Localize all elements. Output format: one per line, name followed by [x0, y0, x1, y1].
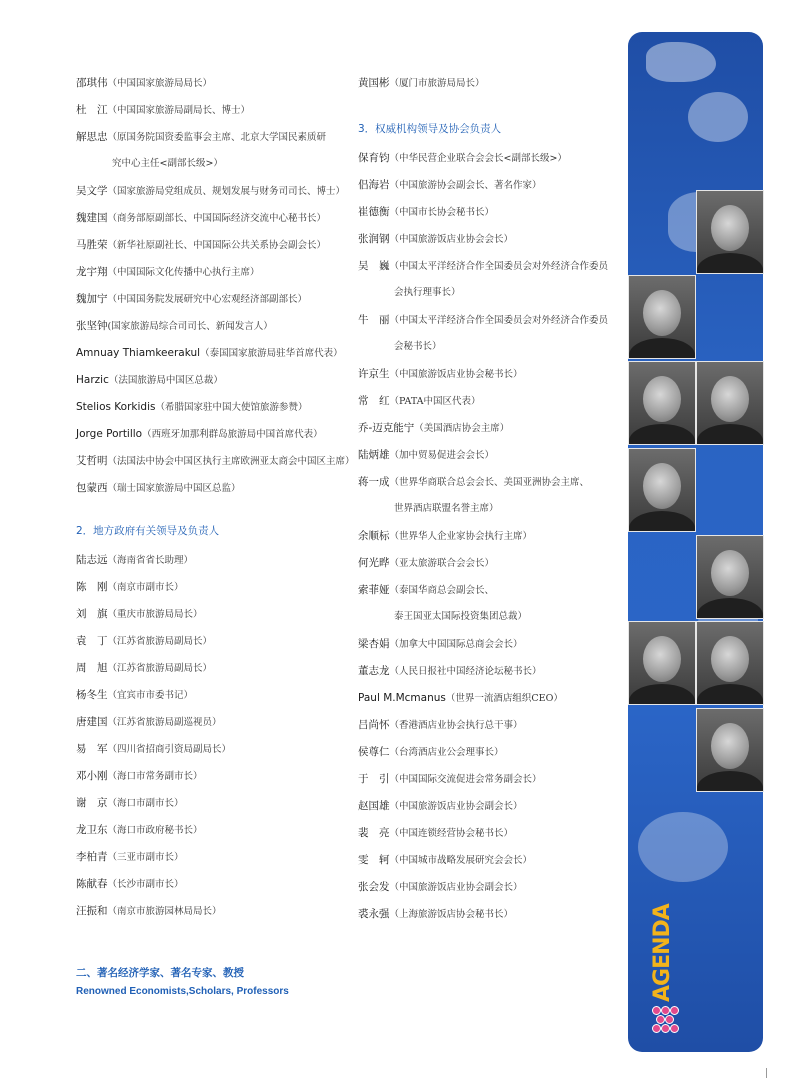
person-name: 索菲娅 — [358, 584, 390, 596]
person-title: （中国国务院发展研究中心宏观经济部副部长） — [107, 294, 308, 305]
person-title: （宜宾市市委书记） — [107, 690, 194, 701]
name-entry — [358, 367, 523, 382]
name-entry — [76, 400, 307, 415]
name-entry — [76, 661, 212, 676]
person-title: （国家旅游局党组成员、规划发展与财务司司长、博士） — [107, 186, 346, 197]
person-title-continued: 世界酒店联盟名誉主席） — [394, 503, 499, 514]
person-name: 刘 旗 — [76, 608, 108, 620]
person-name: 龙宇翔 — [76, 266, 108, 278]
person-title: （重庆市旅游局局长） — [107, 609, 203, 620]
name-entry — [76, 346, 343, 361]
person-name: 黄国彬 — [358, 77, 390, 89]
name-entry — [76, 184, 345, 199]
person-name: 许京生 — [358, 368, 390, 380]
name-entry — [358, 151, 567, 166]
person-title: （南京市旅游园林局局长） — [107, 906, 222, 917]
person-name: 魏建国 — [76, 212, 108, 224]
person-title: （法国旅游局中国区总裁） — [108, 375, 223, 386]
person-title: （中国太平洋经济合作全国委员会对外经济合作委员 — [389, 315, 609, 326]
person-name: 裴 亮 — [358, 827, 390, 839]
person-title-continued: 泰王国亚太国际投资集团总裁） — [394, 611, 528, 622]
name-entry — [358, 907, 513, 922]
name-entry — [76, 580, 184, 595]
person-name: 艾哲明 — [76, 455, 108, 467]
person-title: （上海旅游饭店协会秘书长） — [389, 909, 514, 920]
person-name: 吕尚怀 — [358, 719, 390, 731]
person-name: 陈献春 — [76, 878, 108, 890]
name-entry — [358, 691, 563, 706]
person-name: 魏加宁 — [76, 293, 108, 305]
portrait-photo — [628, 275, 696, 359]
person-title: （商务部原副部长、中国国际经济交流中心秘书长） — [107, 213, 327, 224]
person-title: （中国旅游饭店业协会会长） — [389, 234, 514, 245]
agenda-word: AGENDA — [650, 904, 675, 1002]
person-name: 董志龙 — [358, 665, 390, 677]
person-name: 邵琪伟 — [76, 77, 108, 89]
person-title-continued: 会秘书长） — [394, 341, 442, 352]
person-title: （美国酒店协会主席） — [414, 423, 510, 434]
person-title: （中国太平洋经济合作全国委员会对外经济合作委员 — [389, 261, 609, 272]
map-landmass — [638, 812, 728, 882]
section-heading: 2．地方政府有关领导及负责人 — [76, 525, 220, 537]
name-entry — [76, 688, 193, 703]
person-title: （瑞士国家旅游局中国区总监） — [107, 483, 241, 494]
portrait-photo — [696, 190, 764, 274]
name-entry — [76, 427, 323, 442]
person-name: 陈 刚 — [76, 581, 108, 593]
name-entry — [76, 373, 223, 388]
name-entry — [358, 583, 527, 624]
portrait-photo — [696, 621, 764, 705]
person-name: 易 军 — [76, 743, 108, 755]
person-name: 保育钧 — [358, 152, 390, 164]
name-entry — [358, 745, 504, 760]
person-name: 邓小刚 — [76, 770, 108, 782]
name-entry — [76, 292, 307, 307]
person-name: 张坚钟 — [76, 320, 108, 332]
person-title: （厦门市旅游局局长） — [389, 78, 485, 89]
person-name: 汪振和 — [76, 905, 108, 917]
agenda-dot — [661, 1024, 670, 1033]
person-title: （中国旅游饭店业协会副会长） — [389, 882, 523, 893]
person-name: 蒋一成 — [358, 476, 390, 488]
person-title: （原国务院国资委监事会主席、北京大学国民素质研 — [107, 132, 327, 143]
person-title: （泰国华商总会副会长、 — [389, 585, 495, 596]
person-title: （三亚市副市长） — [107, 852, 184, 863]
person-name: 陆志远 — [76, 554, 108, 566]
person-name: Amnuay Thiamkeerakul — [76, 347, 201, 359]
person-title: （香港酒店业协会执行总干事） — [389, 720, 523, 731]
person-title: （海口市政府秘书长） — [107, 825, 203, 836]
name-entry — [76, 265, 260, 280]
name-entry — [76, 76, 212, 91]
name-entry — [358, 853, 532, 868]
person-name: 乔-迈克能宁 — [358, 422, 415, 434]
agenda-dot — [665, 1015, 674, 1024]
person-name: 陆炳雄 — [358, 449, 390, 461]
name-entry — [76, 715, 222, 730]
person-name: 张会发 — [358, 881, 390, 893]
portrait-photo — [696, 361, 764, 445]
name-entry — [358, 826, 513, 841]
person-name: 张润钢 — [358, 233, 390, 245]
person-name: 龙卫东 — [76, 824, 108, 836]
person-name: 崔德衡 — [358, 206, 390, 218]
person-title: （法国法中协会中国区执行主席欧洲亚太商会中国区主席） — [107, 456, 355, 467]
person-name: 侣海岩 — [358, 179, 390, 191]
person-name: 余顺标 — [358, 530, 390, 542]
name-entry — [358, 529, 532, 544]
person-title: （西班牙加那利群岛旅游局中国首席代表） — [142, 429, 323, 440]
person-title: （中国市长协会秘书长） — [389, 207, 495, 218]
portrait-photo — [628, 361, 696, 445]
person-name: 裘永强 — [358, 908, 390, 920]
person-name: 杨冬生 — [76, 689, 108, 701]
name-entry — [76, 607, 203, 622]
person-title: （新华社原副社长、中国国际公共关系协会副会长） — [107, 240, 327, 251]
person-title: （希腊国家驻中国大使馆旅游参赞） — [155, 402, 308, 413]
person-name: 杜 江 — [76, 104, 108, 116]
person-name: Harzic — [76, 374, 109, 386]
name-entry — [76, 211, 326, 226]
person-name: 雯 轲 — [358, 854, 390, 866]
name-entry — [358, 448, 494, 463]
portrait-photo — [628, 448, 696, 532]
map-landmass — [646, 42, 716, 82]
person-name: 唐建国 — [76, 716, 108, 728]
name-entry — [76, 130, 326, 171]
person-title: （世界华商联合总会会长、美国亚洲协会主席、 — [389, 477, 590, 488]
name-entry — [358, 205, 494, 220]
person-name: 包蒙西 — [76, 482, 108, 494]
map-landmass — [688, 92, 748, 142]
person-name: 常 红 — [358, 395, 390, 407]
portrait-photo — [696, 535, 764, 619]
person-name: 袁 丁 — [76, 635, 108, 647]
name-entry — [358, 394, 481, 409]
person-name: 梁杏娟 — [358, 638, 390, 650]
name-entry — [76, 904, 222, 919]
person-title: （中国国家旅游局副局长、博士） — [107, 105, 251, 116]
section-heading-economists-en: Renowned Economists,Scholars, Professors — [76, 986, 289, 997]
person-name: 侯尊仁 — [358, 746, 390, 758]
name-entry — [358, 76, 485, 91]
name-entry — [358, 421, 509, 436]
person-title: （PATA中国区代表） — [389, 396, 481, 407]
agenda-dot — [661, 1006, 670, 1015]
section-heading: 3．权威机构领导及协会负责人 — [358, 123, 502, 135]
person-title: （南京市副市长） — [107, 582, 184, 593]
agenda-dot — [652, 1024, 661, 1033]
name-entry — [76, 823, 203, 838]
name-entry — [76, 769, 203, 784]
person-name: 解思忠 — [76, 131, 108, 143]
person-name: Stelios Korkidis — [76, 401, 156, 413]
name-entry — [358, 259, 608, 300]
portrait-photo — [696, 708, 764, 792]
name-entry — [358, 556, 494, 571]
portrait-photo — [628, 621, 696, 705]
person-title: （世界华人企业家协会执行主席） — [389, 531, 533, 542]
person-title: （中国城市战略发展研究会会长） — [389, 855, 533, 866]
person-title: （四川省招商引资局副局长） — [107, 744, 232, 755]
name-entry — [76, 319, 273, 334]
person-title-continued: 究中心主任<副部长级>） — [112, 158, 223, 169]
name-entry — [76, 742, 231, 757]
person-name: 赵国雄 — [358, 800, 390, 812]
person-name: Jorge Portillo — [76, 428, 143, 440]
person-title: （海口市常务副市长） — [107, 771, 203, 782]
person-name: 马胜荣 — [76, 239, 108, 251]
name-entry — [358, 232, 513, 247]
person-title: （中国国家旅游局局长） — [107, 78, 213, 89]
name-entry — [358, 178, 542, 193]
person-title: （中国旅游饭店业协会副会长） — [389, 801, 523, 812]
person-title: （长沙市副市长） — [107, 879, 184, 890]
person-title: （泰国国家旅游局驻华首席代表） — [200, 348, 343, 359]
person-name: 谢 京 — [76, 797, 108, 809]
person-title: （台湾酒店业公会理事长） — [389, 747, 504, 758]
name-entry — [358, 475, 589, 516]
person-title: （中国连锁经营协会秘书长） — [389, 828, 514, 839]
person-name: 吴文学 — [76, 185, 108, 197]
person-name: 于 引 — [358, 773, 390, 785]
person-name: 周 旭 — [76, 662, 108, 674]
agenda-dot — [670, 1024, 679, 1033]
agenda-dot — [652, 1006, 661, 1015]
person-title: （人民日报社中国经济论坛秘书长） — [389, 666, 542, 677]
person-name: Paul M.Mcmanus — [358, 692, 446, 704]
name-entry — [358, 664, 542, 679]
person-name: 何光晔 — [358, 557, 390, 569]
name-entry — [358, 880, 523, 895]
person-title: （中国国际文化传播中心执行主席） — [107, 267, 260, 278]
person-title: （海口市副市长） — [107, 798, 184, 809]
section-heading-economists: 二、著名经济学家、著名专家、教授 — [76, 967, 244, 979]
person-name: 吴 巍 — [358, 260, 390, 272]
person-title: （世界一流酒店组织CEO） — [445, 693, 563, 704]
name-entry — [358, 313, 608, 354]
name-entry — [358, 637, 523, 652]
person-title: (国家旅游局综合司司长、新闻发言人） — [107, 321, 273, 332]
name-entry — [76, 634, 212, 649]
agenda-dot — [656, 1015, 665, 1024]
person-name: 李柏青 — [76, 851, 108, 863]
name-entry — [76, 796, 184, 811]
name-entry — [76, 877, 184, 892]
person-title: （加中贸易促进会会长） — [389, 450, 495, 461]
name-entry — [76, 454, 355, 469]
person-title: （加拿大中国国际总商会会长） — [389, 639, 523, 650]
person-title: （海南省省长助理） — [107, 555, 194, 566]
person-title: （中华民营企业联合会会长<副部长级>） — [389, 153, 567, 164]
name-entry — [358, 718, 523, 733]
person-title: （江苏省旅游局副局长） — [107, 663, 213, 674]
person-title: （中国旅游饭店业协会秘书长） — [389, 369, 523, 380]
person-title: （江苏省旅游局副局长） — [107, 636, 213, 647]
page-edge-mark — [766, 1068, 767, 1078]
person-title: （中国旅游协会副会长、著名作家） — [389, 180, 542, 191]
name-entry — [76, 103, 250, 118]
name-entry — [358, 772, 542, 787]
name-entry — [76, 238, 326, 253]
name-entry — [76, 553, 193, 568]
agenda-logo — [650, 904, 680, 1036]
person-title-continued: 会执行理事长） — [394, 287, 461, 298]
name-entry — [358, 799, 523, 814]
agenda-dot — [670, 1006, 679, 1015]
name-entry — [76, 481, 241, 496]
name-entry — [76, 850, 184, 865]
person-title: （亚太旅游联合会会长） — [389, 558, 495, 569]
person-name: 牛 丽 — [358, 314, 390, 326]
person-title: （江苏省旅游局副巡视员） — [107, 717, 222, 728]
person-title: （中国国际交流促进会常务副会长） — [389, 774, 542, 785]
